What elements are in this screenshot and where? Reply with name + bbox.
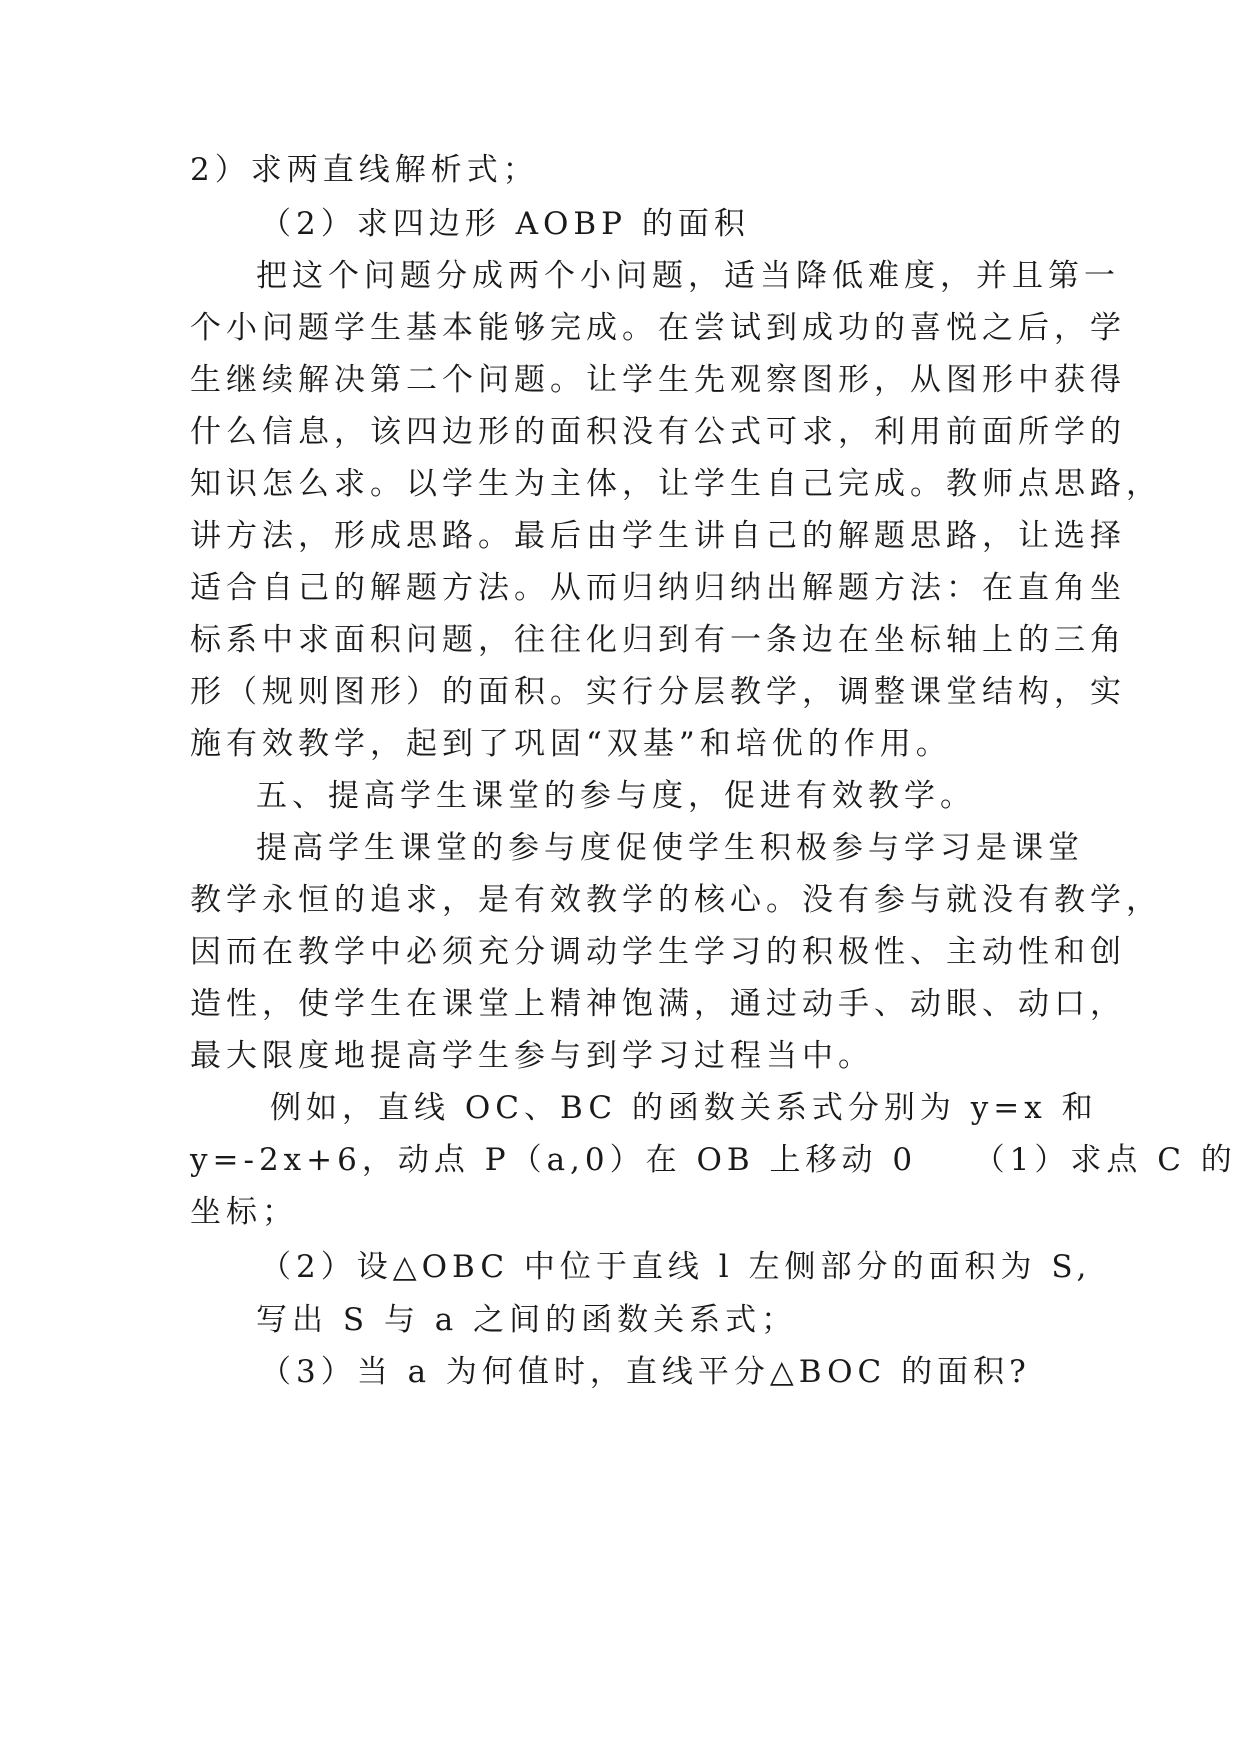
text-line-19: 例如，直线 OC、BC 的函数关系式分别为 y=x 和	[270, 1090, 1098, 1126]
text-line-18: 最大限度地提高学生参与到学习过程当中。	[190, 1038, 874, 1074]
text-line-17: 造性，使学生在课堂上精神饱满，通过动手、动眼、动口，	[190, 986, 1126, 1022]
section-heading: 五、提高学生课堂的参与度，促进有效教学。	[256, 778, 976, 814]
text-line-14: 提高学生课堂的参与度促使学生积极参与学习是课堂	[256, 830, 1084, 866]
text-line-20: y=-2x+6，动点 P（a,0）在 OB 上移动 0 （1）求点 C 的	[190, 1142, 1237, 1178]
text-line-8: 讲方法，形成思路。最后由学生讲自己的解题思路，让选择	[190, 518, 1126, 554]
text-line-4: 个小问题学生基本能够完成。在尝试到成功的喜悦之后，学	[190, 310, 1126, 346]
text-line-3: 把这个问题分成两个小问题，适当降低难度，并且第一	[256, 258, 1120, 294]
text-line-9: 适合自己的解题方法。从而归纳归纳出解题方法：在直角坐	[190, 570, 1126, 606]
text-line-24: （3）当 a 为何值时，直线平分△BOC 的面积?	[260, 1354, 1031, 1390]
text-line-15: 教学永恒的追求，是有效教学的核心。没有参与就没有教学，	[190, 882, 1162, 918]
text-line-6: 什么信息，该四边形的面积没有公式可求，利用前面所学的	[190, 414, 1126, 450]
text-line-21: 坐标；	[190, 1194, 298, 1230]
text-line-1: 2）求两直线解析式；	[190, 152, 539, 188]
text-line-2: （2）求四边形 AOBP 的面积	[260, 206, 750, 242]
text-line-10: 标系中求面积问题，往往化归到有一条边在坐标轴上的三角	[190, 622, 1126, 658]
text-line-23: 写出 S 与 a 之间的函数关系式；	[256, 1302, 798, 1338]
text-line-7: 知识怎么求。以学生为主体，让学生自己完成。教师点思路，	[190, 466, 1162, 502]
text-line-5: 生继续解决第二个问题。让学生先观察图形，从图形中获得	[190, 362, 1126, 398]
text-line-12: 施有效教学，起到了巩固“双基”和培优的作用。	[190, 726, 952, 762]
text-line-16: 因而在教学中必须充分调动学生学习的积极性、主动性和创	[190, 934, 1126, 970]
text-line-22: （2）设△OBC 中位于直线 l 左侧部分的面积为 S,	[260, 1249, 1092, 1285]
text-line-11: 形（规则图形）的面积。实行分层教学，调整课堂结构，实	[190, 674, 1126, 710]
